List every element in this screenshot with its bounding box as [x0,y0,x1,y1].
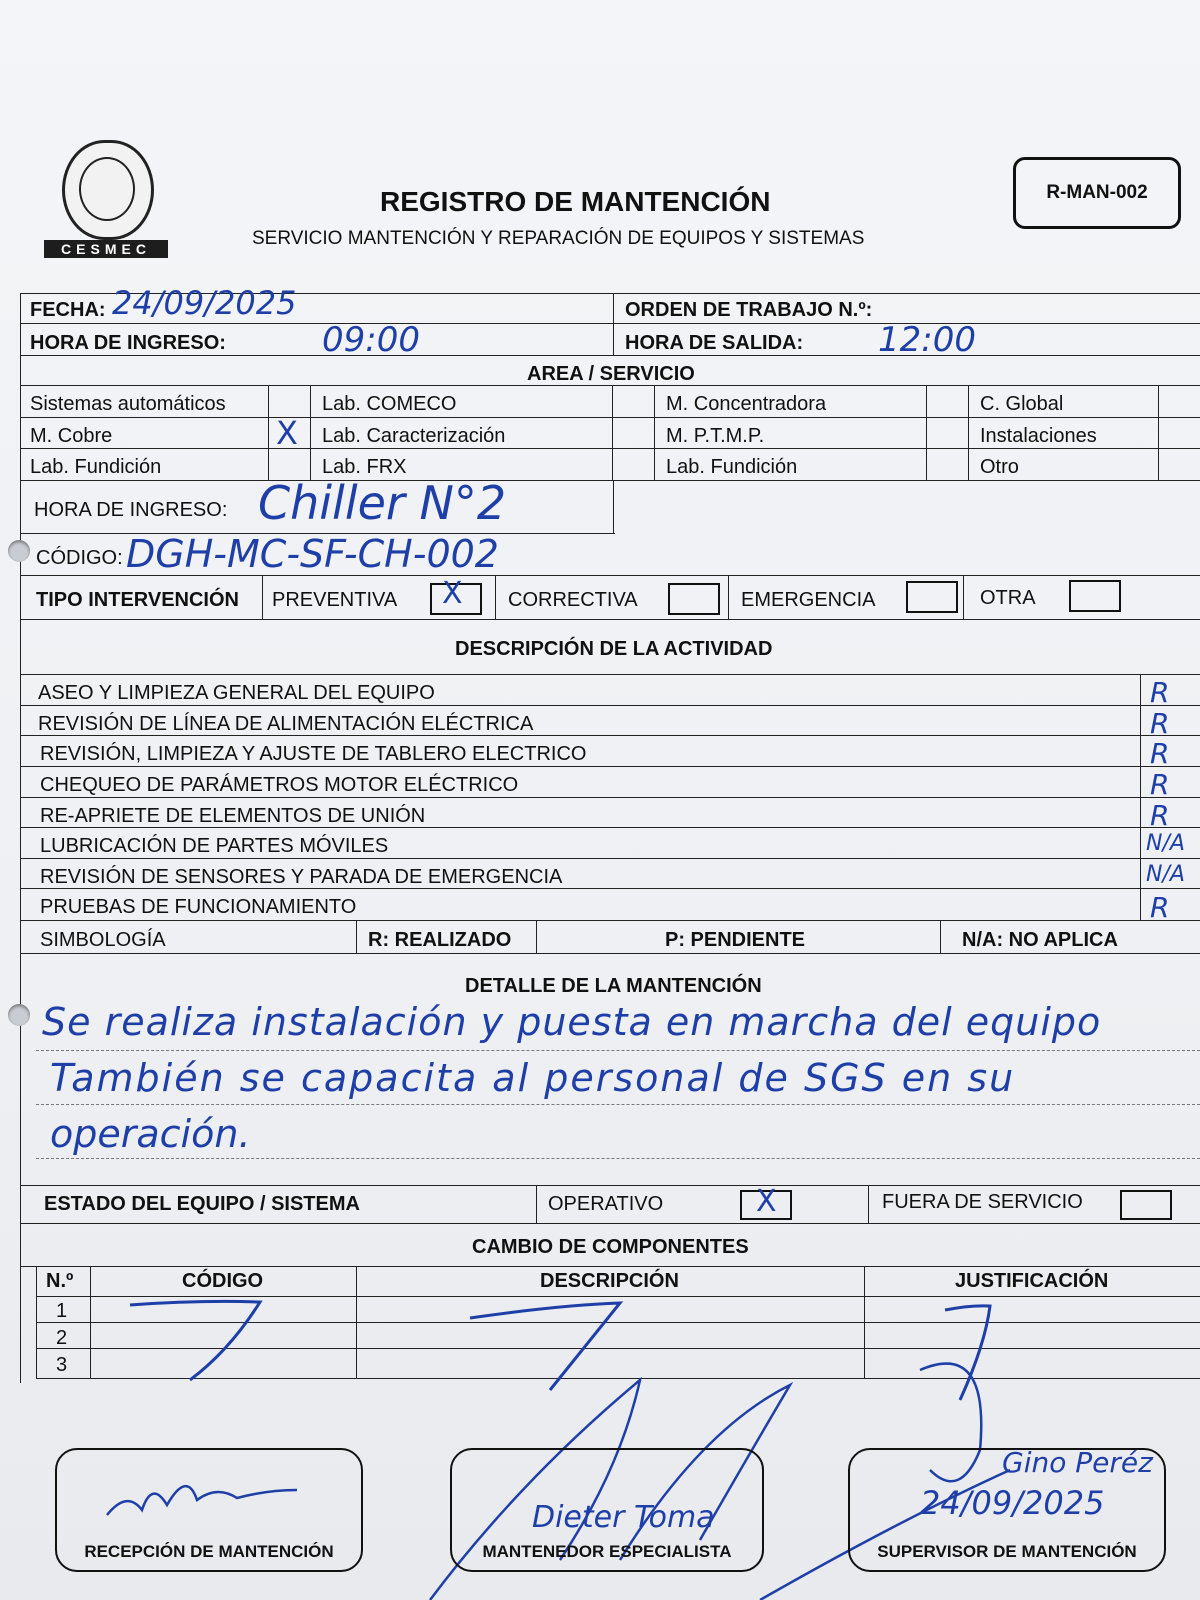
orden-label: ORDEN DE TRABAJO N.º: [625,299,873,321]
detalle-heading: DETALLE DE LA MANTENCIÓN [465,975,762,997]
area-heading: AREA / SERVICIO [527,363,695,385]
area-otro: Otro [980,456,1019,478]
area-m-cobre: M. Cobre [30,425,113,447]
fecha-value[interactable]: 24/09/2025 [112,284,297,322]
recepcion-signature-icon [97,1460,327,1530]
componentes-row-no: 1 [56,1300,68,1322]
actividad-status[interactable]: N/A [1146,862,1185,887]
componentes-row-no: 2 [56,1327,68,1349]
logo-band: CESMEC [44,240,168,258]
recepcion-label: RECEPCIÓN DE MANTENCIÓN [84,1542,334,1561]
estado-label: ESTADO DEL EQUIPO / SISTEMA [44,1193,360,1215]
form-code: R-MAN-002 [1013,157,1181,229]
actividad-item: REVISIÓN, LIMPIEZA Y AJUSTE DE TABLERO ELECTRICO [40,743,587,765]
intervencion-preventiva: PREVENTIVA [272,589,398,611]
fecha-label: FECHA: [30,299,106,321]
actividad-status[interactable]: R [1150,768,1170,801]
equipo-value[interactable]: Chiller N°2 [258,476,507,530]
supervisor-label: SUPERVISOR DE MANTENCIÓN [877,1542,1137,1561]
mantenedor-label: MANTENEDOR ESPECIALISTA [482,1542,732,1561]
supervisor-signature-box[interactable] [848,1448,1166,1572]
detalle-line[interactable]: Se realiza instalación y puesta en marcha del equipo [42,1000,1102,1044]
componentes-row-no: 3 [56,1354,68,1376]
simbologia-pendiente: P: PENDIENTE [665,929,806,951]
mantenedor-signature-box[interactable] [450,1448,764,1572]
actividad-status[interactable]: R [1150,737,1170,770]
form-subtitle: SERVICIO MANTENCIÓN Y REPARACIÓN DE EQUIPOS Y SISTEMAS [252,228,865,249]
actividad-item: RE-APRIETE DE ELEMENTOS DE UNIÓN [40,805,426,827]
simbologia-label: SIMBOLOGÍA [40,929,166,951]
componentes-col-no: N.º [46,1270,74,1292]
intervencion-label: TIPO INTERVENCIÓN [36,589,239,611]
intervencion-emergencia: EMERGENCIA [741,589,876,611]
operativo-check-mark: X [756,1184,777,1219]
area-lab-fundicion-2: Lab. Fundición [666,456,798,478]
intervencion-otra: OTRA [980,587,1036,609]
actividad-item: CHEQUEO DE PARÁMETROS MOTOR ELÉCTRICO [40,774,519,796]
actividad-status[interactable]: N/A [1146,831,1185,856]
componentes-heading: CAMBIO DE COMPONENTES [472,1236,749,1258]
area-instalaciones: Instalaciones [980,425,1097,447]
detalle-line[interactable]: También se capacita al personal de SGS en su [50,1056,1016,1100]
hora-salida-label: HORA DE SALIDA: [625,332,804,354]
actividad-item: PRUEBAS DE FUNCIONAMIENTO [40,896,357,918]
estado-fuera: FUERA DE SERVICIO [882,1191,1083,1213]
punch-hole [8,1004,30,1026]
area-lab-frx: Lab. FRX [322,456,407,478]
hora-salida-value[interactable]: 12:00 [878,320,976,360]
area-sistemas-automaticos: Sistemas automáticos [30,393,226,415]
actividad-item: REVISIÓN DE SENSORES Y PARADA DE EMERGENCIA [40,866,563,888]
actividad-item: LUBRICACIÓN DE PARTES MÓVILES [40,835,389,857]
actividad-status[interactable]: R [1150,891,1170,924]
actividad-status[interactable]: R [1150,799,1170,832]
actividad-heading: DESCRIPCIÓN DE LA ACTIVIDAD [455,638,773,660]
preventiva-check-mark: X [442,576,463,611]
supervisor-name: Gino Peréz [1002,1446,1153,1479]
area-c-global: C. Global [980,393,1064,415]
simbologia-no-aplica: N/A: NO APLICA [962,929,1118,951]
actividad-item: ASEO Y LIMPIEZA GENERAL DEL EQUIPO [38,682,435,704]
componentes-col-codigo: CÓDIGO [182,1270,264,1292]
actividad-status[interactable]: R [1150,676,1170,709]
form-title: REGISTRO DE MANTENCIÓN [380,186,771,217]
area-lab-fundicion-1: Lab. Fundición [30,456,162,478]
hora-ingreso-label: HORA DE INGRESO: [30,332,226,354]
supervisor-date: 24/09/2025 [920,1484,1105,1522]
area-m-ptmp: M. P.T.M.P. [666,425,765,447]
punch-hole [8,540,30,562]
area-lab-comeco: Lab. COMECO [322,393,457,415]
codigo-value[interactable]: DGH-MC-SF-CH-002 [126,532,499,576]
componentes-col-descripcion: DESCRIPCIÓN [540,1270,679,1292]
equipo-label: HORA DE INGRESO: [34,499,228,521]
detalle-line[interactable]: operación. [50,1112,251,1156]
hora-ingreso-value[interactable]: 09:00 [322,320,420,360]
estado-operativo: OPERATIVO [548,1193,664,1215]
area-lab-caracterizacion: Lab. Caracterización [322,425,506,447]
intervencion-correctiva: CORRECTIVA [508,589,638,611]
mantenedor-name: Dieter Toma [532,1500,715,1535]
simbologia-realizado: R: REALIZADO [368,929,512,951]
actividad-item: REVISIÓN DE LÍNEA DE ALIMENTACIÓN ELÉCTRICA [38,713,534,735]
actividad-status[interactable]: R [1150,707,1170,740]
area-caracterizacion-check[interactable]: X [276,414,298,452]
area-m-concentradora: M. Concentradora [666,393,827,415]
codigo-label: CÓDIGO: [36,547,123,569]
componentes-col-justificacion: JUSTIFICACIÓN [955,1270,1109,1292]
recepcion-signature-box[interactable] [55,1448,363,1572]
